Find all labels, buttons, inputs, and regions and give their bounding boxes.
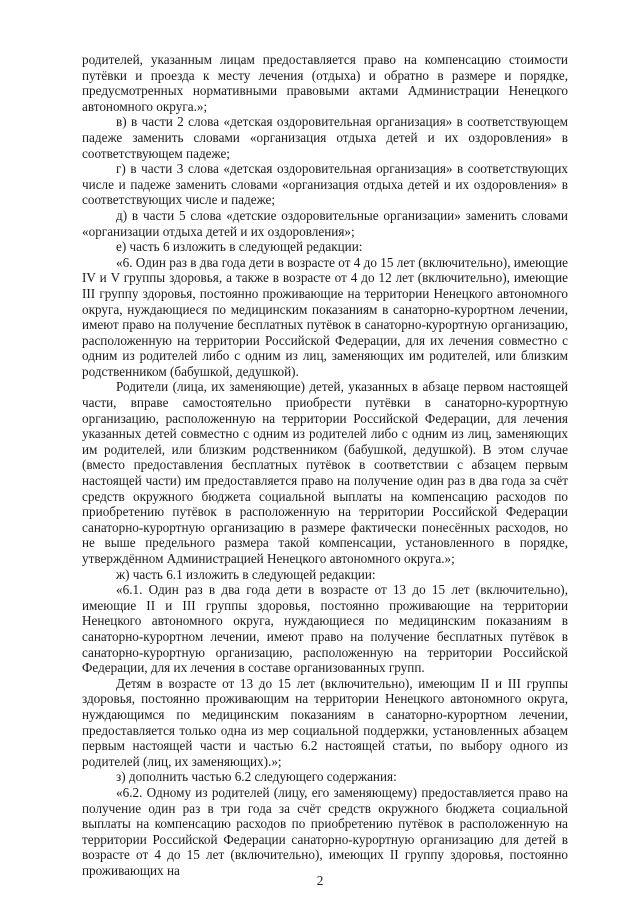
paragraph: Детям в возрасте от 13 до 15 лет (включительно), имеющим II и III группы здоровья, постоянно проживающим на территории Ненецкого автономного округа, нуждающимся по медицинским показаниям в санаторно-курортном лечении, предоставляется только одна из мер социальной поддержки, установленных абзацем первым настоящей части и частью 6.2 настоящей статьи, по выбору одного из родителей (лиц, их заменяющих).»; xyxy=(82,675,568,769)
document-body xyxy=(82,52,568,878)
paragraph: родителей, указанным лицам предоставляется право на компенсацию стоимости путёвки и проезда к месту лечения (отдыха) и обратно в размере и порядке, предусмотренных нормативными правовыми актами Администрации Ненецкого автономного округа.»; xyxy=(82,52,568,114)
paragraph: г) в части 3 слова «детская оздоровительная организация» в соответствующих числе и падеже заменить словами «организация отдыха детей и их оздоровления» в соответствующих числе и падеже; xyxy=(82,161,568,208)
paragraph: в) в части 2 слова «детская оздоровительная организация» в соответствующем падеже заменить словами «организация отдыха детей и их оздоровления» в соответствующем падеже; xyxy=(82,114,568,161)
paragraph: «6.2. Одному из родителей (лицу, его заменяющему) предоставляется право на получение один раз в три года за счёт средств окружного бюджета социальной выплаты на компенсацию расходов по приобретению путёвок в расположенную на территории Российской Федерации санаторно-курортную организацию для детей в возрасте от 4 до 15 лет (включительно), имеющих II группу здоровья, постоянно проживающих на xyxy=(82,784,568,878)
paragraph: ж) часть 6.1 изложить в следующей редакции: xyxy=(116,566,376,582)
page-number: 2 xyxy=(316,873,324,888)
paragraph: Родители (лица, их заменяющие) детей, указанных в абзаце первом настоящей части, вправе самостоятельно приобрести путёвки в санаторно-курортную организацию, расположенную на территории Российской Федерации, для лечения указанных детей совместно с одним из родителей либо с одним из лиц, заменяющих им родителей, или близким родственником (бабушкой, дедушкой). В этом случае (вместо предоставления бесплатных путёвок в соответствии с абзацем первым настоящей части) им предоставляется право на получение один раз в два года за счёт средств окружного бюджета социальной выплаты на компенсацию расходов по приобретению путёвок в расположенную на территории Российской Федерации санаторно-курортную организацию в размере фактически понесённых расходов, но не выше предельного размера такой компенсации, установленного в порядке, утверждённом Администрацией Ненецкого автономного округа.»; xyxy=(82,379,568,566)
paragraph: е) часть 6 изложить в следующей редакции: xyxy=(116,239,363,255)
paragraph: д) в части 5 слова «детские оздоровительные организации» заменить словами «организации отдыха детей и их оздоровления»; xyxy=(82,207,568,239)
paragraph: з) дополнить частью 6.2 следующего содержания: xyxy=(116,769,397,785)
paragraph: «6. Один раз в два года дети в возрасте от 4 до 15 лет (включительно), имеющие IV и V группы здоровья, а также в возрасте от 4 до 12 лет (включительно), имеющие III группу здоровья, постоянно проживающие на территории Ненецкого автономного округа, нуждающиеся по медицинским показаниям в санаторно-курортном лечении, имеют право на получение бесплатных путёвок в санаторно-курортную организацию, расположенную на территории Российской Федерации, для их лечения совместно с одним из родителей либо с одним из лиц, заменяющих им родителей, или близким родственником (бабушкой, дедушкой). xyxy=(82,254,568,379)
paragraph: «6.1. Один раз в два года дети в возрасте от 13 до 15 лет (включительно), имеющие II и III группы здоровья, постоянно проживающие на территории Ненецкого автономного округа, нуждающиеся по медицинским показаниям в санаторно-курортном лечении, имеют право на получение бесплатных путёвок в санаторно-курортную организацию, расположенную на территории Российской Федерации, для их лечения в составе организованных групп. xyxy=(82,582,568,676)
